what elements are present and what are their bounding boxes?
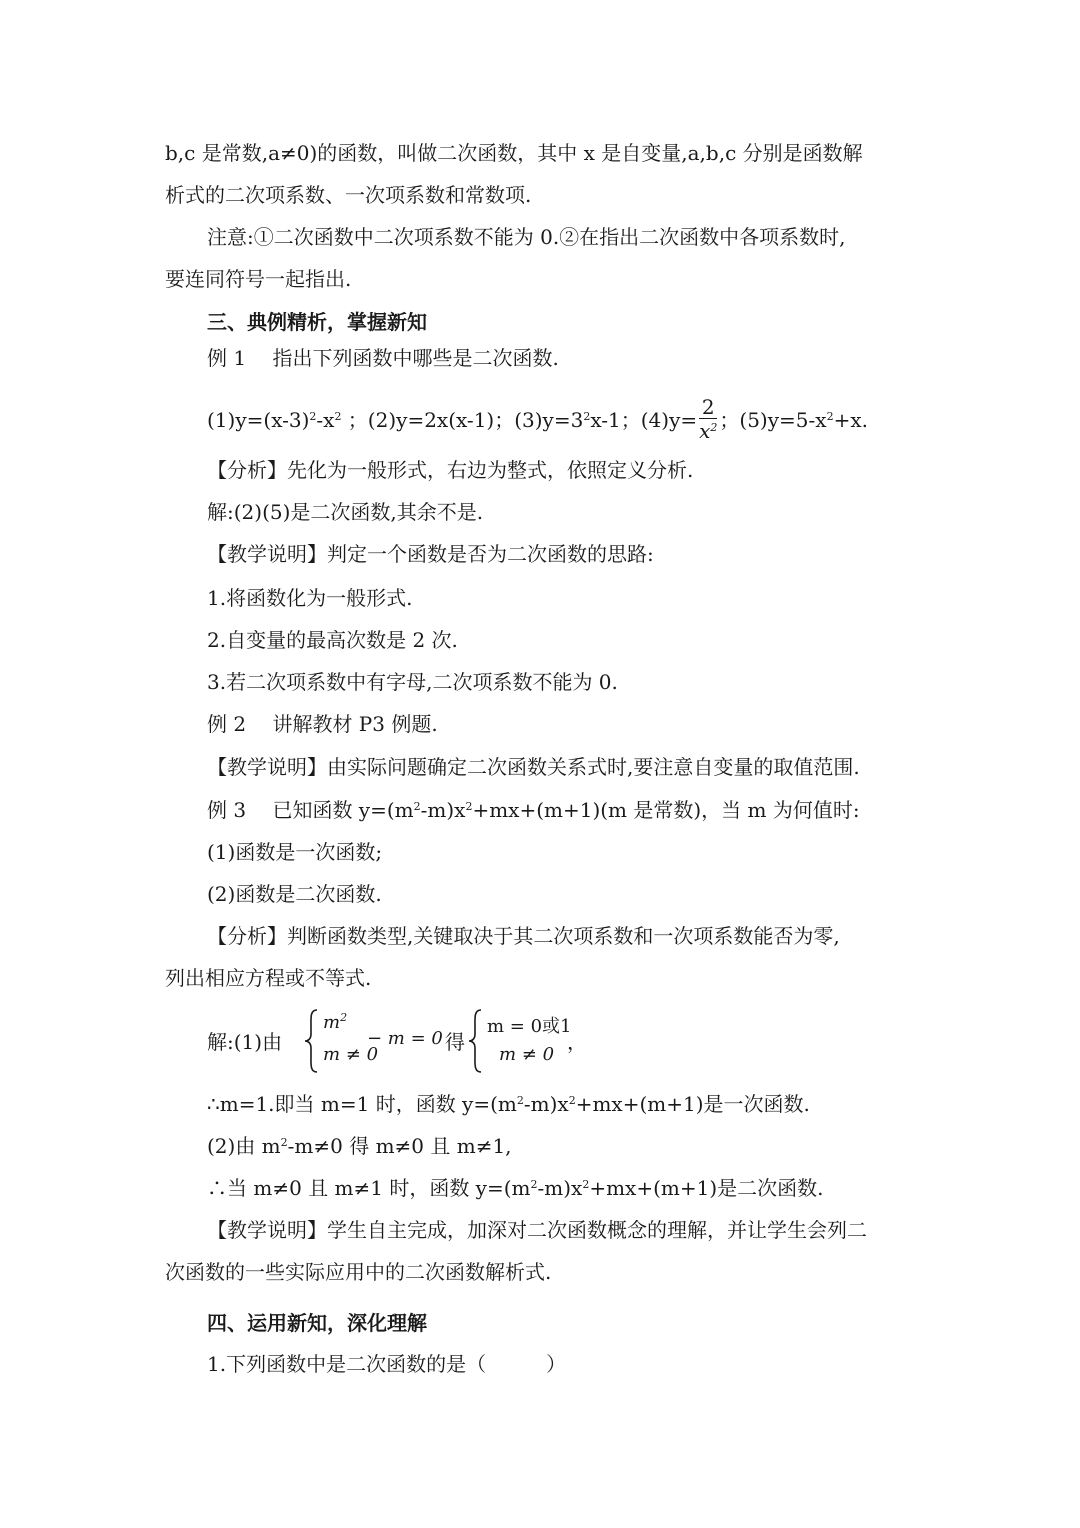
example-1-teaching-note: 【教学说明】判定一个函数是否为二次函数的思路:	[207, 542, 654, 566]
example-1-step-1: 1.将函数化为一般形式.	[207, 586, 413, 610]
fraction-2-over-x-squared: $\frac{2}{x^2}$	[699, 395, 718, 443]
note-line-2: 要连同符号一起指出.	[165, 267, 352, 291]
note-line-1: 注意:①二次函数中二次项系数不能为 0.②在指出二次函数中各项系数时,	[207, 225, 846, 249]
example-3-question-2: (2)函数是二次函数.	[207, 882, 382, 906]
example-3-conclusion-1: ∴m=1.即当 m=1 时，函数 $y=(m^2-m)x^2+mx+(m+1)$是一次函数.	[207, 1092, 810, 1116]
system-comma: ，	[567, 1030, 587, 1054]
example-1-step-2: 2.自变量的最高次数是 2 次.	[207, 628, 458, 652]
system-1-row-1: $m^2$	[323, 1011, 348, 1033]
example-1-title: 例 1 指出下列函数中哪些是二次函数.	[207, 346, 559, 370]
example-1-solution: 解:(2)(5)是二次函数,其余不是.	[207, 500, 484, 524]
left-brace-icon	[303, 1008, 319, 1074]
definition-line-1: b,c 是常数,a≠0)的函数，叫做二次函数，其中 x 是自变量,a,b,c 分别是函数解	[165, 141, 863, 165]
example-2-title: 例 2 讲解教材 P3 例题.	[207, 712, 438, 736]
system-1-row-2: m ≠ 0	[323, 1044, 379, 1065]
example-1-step-3: 3.若二次项系数中有字母,二次项系数不能为 0.	[207, 670, 618, 694]
example-3-title: 例 3 已知函数 $y=(m^2-m)x^2+mx+(m+1)(m$ 是常数)，当 m 为何值时:	[207, 798, 860, 822]
system-2-row-1: m = 0或1	[487, 1016, 572, 1037]
section-4-title: 四、运用新知，深化理解	[207, 1311, 427, 1335]
solution-label: 解:(1)由	[207, 1030, 283, 1054]
example-1-functions: $(1)y=(x-3)^2-x^2$ ；(2)y=2x(x-1)；$(3)y=3^2x-1$；(4)y= $\frac{2}{x^2}$ ；$(5)y=5-x^2+x$.	[207, 395, 868, 443]
definition-line-2: 析式的二次项系数、一次项系数和常数项.	[165, 183, 532, 207]
example-1-analysis: 【分析】先化为一般形式，右边为整式，依照定义分析.	[207, 458, 694, 482]
system-2-row-2: m ≠ 0	[499, 1044, 555, 1065]
example-3-question-1: (1)函数是一次函数;	[207, 840, 383, 864]
example-3-analysis-line-1: 【分析】判断函数类型,关键取决于其二次项系数和一次项系数能否为零,	[207, 924, 840, 948]
section-3-title: 三、典例精析，掌握新知	[207, 310, 427, 334]
example-2-teaching-note: 【教学说明】由实际问题确定二次函数关系式时,要注意自变量的取值范围.	[207, 755, 860, 779]
therefore-word: 得	[445, 1030, 465, 1054]
exercise-1: 1.下列函数中是二次函数的是（ ）	[207, 1352, 567, 1376]
example-3-part-2: (2)由 $m^2-m\ne 0$ 得 m≠0 且 m≠1,	[207, 1134, 512, 1158]
system-1-equation-tail: − m = 0	[367, 1028, 443, 1049]
example-3-conclusion-2: ∴当 m≠0 且 m≠1 时，函数 $y=(m^2-m)x^2+mx+(m+1)$是二次函数.	[207, 1176, 824, 1200]
example-3-teaching-note-line-1: 【教学说明】学生自主完成，加深对二次函数概念的理解，并让学生会列二	[207, 1218, 867, 1242]
example-3-analysis-line-2: 列出相应方程或不等式.	[165, 966, 372, 990]
example-3-teaching-note-line-2: 次函数的一些实际应用中的二次函数解析式.	[165, 1260, 552, 1284]
equation-system	[207, 1008, 807, 1074]
left-brace-icon	[467, 1008, 483, 1074]
